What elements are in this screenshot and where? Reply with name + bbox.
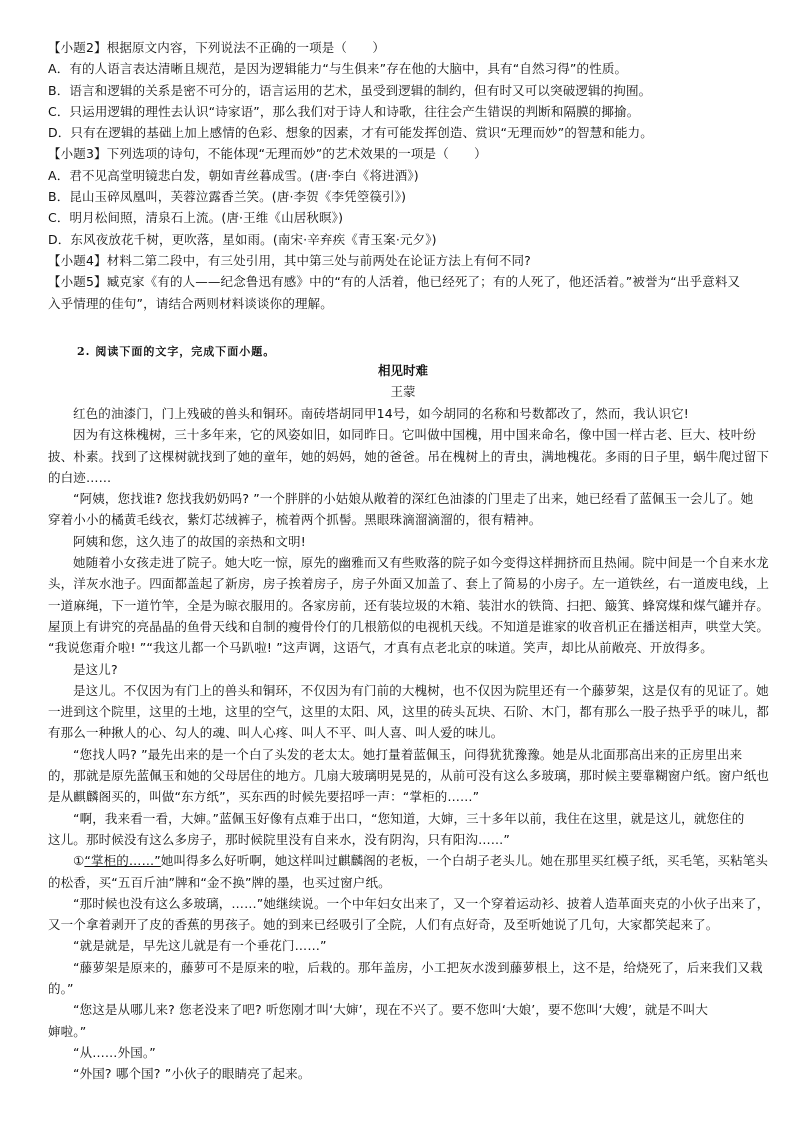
line-text: 头，洋灰水池子。四面都盖起了新房，房子挨着房子，房子外面又加盖了、套上了简易的小房子。左一道铁丝，右一道废电线，上 xyxy=(48,576,770,592)
paragraph-line xyxy=(48,680,769,701)
paragraph-line xyxy=(48,637,758,658)
article-paragraph xyxy=(48,488,758,531)
paragraph-line xyxy=(48,999,758,1020)
line-text: “您找人吗? ”最先出来的是一个白了头发的老太太。她打量着蓝佩玉，问得犹犹豫豫。她是从北面那高出来的正房里出来 xyxy=(73,746,743,762)
annotation-marker: ① xyxy=(73,853,85,869)
paragraph-line xyxy=(48,914,758,935)
question-line: B．语言和逻辑的关系是密不可分的，语言运用的艺术，虽受到逻辑的制约，但有时又可以突破逻辑的拘囿。 xyxy=(48,82,652,98)
line-text: 是从麒麟阁买的，叫做“东方纸”，买东西的时候先要招呼一声：“掌柜的……” xyxy=(48,789,480,805)
line-text: 的，那就是原先蓝佩玉和她的父母居住的地方。几扇大玻璃明晃晃的，从前可没有这么多玻璃，那时候主要靠糊窗户纸。窗户纸也 xyxy=(48,768,770,784)
section-heading: 2. 阅读下面的文字，完成下面小题。 xyxy=(77,345,276,358)
paragraph-line xyxy=(48,765,770,786)
article-title: 相见时难 xyxy=(377,363,428,378)
line-text: 的松香，买“五百斤油”牌和“金不换”牌的墨，也买过窗户纸。 xyxy=(48,874,391,890)
paragraph-line xyxy=(48,1042,758,1063)
question-list xyxy=(48,37,758,314)
line-text: “啊，我来看一看，大婶。”蓝佩玉好像有点难于出口，“您知道，大婶，三十多年以前，我住在这里，就是这儿，就您住的 xyxy=(73,810,745,826)
line-text: 的白迹…… xyxy=(48,469,112,485)
paragraph-line xyxy=(48,446,770,467)
article-paragraph xyxy=(48,531,758,552)
line-text: 她叫得多么好听啊，她这样叫过麒麟阁的老板，一个白胡子老头儿。她在那里买红模子纸，买毛笔，买粘笔头 xyxy=(160,853,769,869)
paragraph-line xyxy=(48,531,758,552)
article-paragraph xyxy=(48,1042,758,1063)
article-paragraph xyxy=(48,935,758,956)
line-text: 这儿。那时候没有这么多房子，那时候院里没有自来水，没有阴沟，只有阳沟……” xyxy=(48,831,511,847)
article-paragraph xyxy=(48,403,758,424)
article-paragraph xyxy=(48,744,770,808)
line-text: 披、朴素。找到了这棵树就找到了她的童年，她的妈妈，她的爸爸。吊在槐树上的青虫，满地槐花。多雨的日子里，蜗牛爬过留下 xyxy=(48,448,770,464)
paragraph-line xyxy=(48,573,770,594)
paragraph-line xyxy=(48,786,758,807)
paragraph-line xyxy=(48,722,758,743)
paragraph-line xyxy=(48,552,769,573)
line-text: 有那么一种揪人的心、勾人的魂、叫人心疼、叫人不平、叫人喜、叫人爱的味儿。 xyxy=(48,725,504,741)
paragraph-line xyxy=(48,850,769,871)
paragraph-line xyxy=(48,467,758,488)
article-paragraph xyxy=(48,957,763,1000)
article-paragraph xyxy=(48,552,770,658)
question-line: A．有的人语言表达清晰且规范，是因为逻辑能力“与生俱来”存在他的大脑中，具有“自然习得”的性质。 xyxy=(48,61,628,77)
line-text: 阿姨和您，这久违了的故国的亲热和文明! xyxy=(73,533,306,549)
paragraph-line xyxy=(48,616,770,637)
paragraph-line xyxy=(48,893,770,914)
article-paragraph xyxy=(48,1063,758,1084)
article-paragraph xyxy=(48,999,758,1042)
paragraph-line xyxy=(48,978,758,999)
article-paragraph xyxy=(48,850,769,893)
question-line: D．东风夜放花千树，更吹落，星如雨。(南宋·辛弃疾《青玉案·元夕》) xyxy=(48,231,437,247)
line-text: “阿姨，您找谁? 您找我奶奶吗? ”一个胖胖的小姑娘从敞着的深红色油漆的门里走了出来，她已经看了蓝佩玉一会儿了。她 xyxy=(73,491,754,507)
line-text: 是这儿? xyxy=(73,661,118,677)
paragraph-line xyxy=(48,744,758,765)
paragraph-line xyxy=(48,1063,758,1084)
question-line: B．昆山玉碎凤凰叫，芙蓉泣露香兰笑。(唐·李贺《李凭箜篌引》) xyxy=(48,189,407,205)
line-text: 婶啦。” xyxy=(48,1023,87,1039)
underlined-quote: “掌柜的……” xyxy=(84,853,161,869)
article-paragraph xyxy=(48,424,770,488)
paragraph-line xyxy=(48,829,758,850)
question-line: 入乎情理的佳句”，请结合两则材料谈谈你的理解。 xyxy=(48,295,333,311)
paragraph-line xyxy=(48,935,758,956)
line-text: “我说您甭介啦! ”“我这儿都一个马趴啦! ”这声调，这语气，才真有点老北京的味道。笑声，却比从前敞亮、开放得多。 xyxy=(48,640,713,656)
paragraph-line xyxy=(48,488,758,509)
line-text: “您这是从哪儿来? 您老没来了吧? 听您刚才叫‘大婶’，现在不兴了。要不您叫‘大娘’，要不您叫‘大嫂’，就是不叫大 xyxy=(73,1002,709,1018)
line-text: 穿着小小的橘黄毛线衣，紫灯芯绒裤子，梳着两个抓髻。黑眼珠滴溜滴溜的，很有精神。 xyxy=(48,512,542,528)
article-paragraph xyxy=(48,659,758,680)
paragraph-line xyxy=(48,872,758,893)
line-text: 是这儿。不仅因为有门上的兽头和铜环，不仅因为有门前的大槐树，也不仅因为院里还有一个藤萝架，这是仅有的见证了。她 xyxy=(73,682,769,698)
line-text: 又一个拿着剥开了皮的香蕉的男孩子。她的到来已经吸引了全院，人们有点好奇，及至听她说了几句，大家都笑起来了。 xyxy=(48,917,719,933)
paragraph-line xyxy=(48,957,763,978)
line-text: “藤萝架是原来的，藤萝可不是原来的啦，后栽的。那年盖房，小工把灰水泼到藤萝根上，这不是，给烧死了，后来我们又栽 xyxy=(73,959,763,975)
line-text: 的。” xyxy=(48,981,74,997)
line-text: 屋顶上有讲究的亮晶晶的鱼骨天线和自制的瘦骨伶仃的几根筋似的电视机天线。不知道是谁家的收音机正在播送相声，哄堂大笑。 xyxy=(48,618,770,634)
question-line: C．明月松间照，清泉石上流。(唐·王维《山居秋暝》) xyxy=(48,210,344,226)
question-line: A．君不见高堂明镜悲白发，朝如青丝暮成雪。(唐·李白《将进酒》) xyxy=(48,167,419,183)
paragraph-line xyxy=(48,403,758,424)
paragraph-line xyxy=(48,659,758,680)
line-text: “那时候也没有这么多玻璃，……”她继续说。一个中年妇女出来了，又一个穿着运动衫、披着人造革面夹克的小伙子出来了， xyxy=(73,895,770,911)
article-paragraph xyxy=(48,808,758,851)
question-line: C．只运用逻辑的理性去认识“诗家语”，那么我们对于诗人和诗歌，往往会产生错误的判断和隔膜的揶揄。 xyxy=(48,103,640,119)
article-paragraph xyxy=(48,680,770,744)
question-line: 【小题2】根据原文内容，下列说法不正确的一项是（ ） xyxy=(48,40,386,55)
line-text: 红色的油漆门，门上残破的兽头和铜环。南砖塔胡同甲14号，如今胡同的名称和号数都改了，然而，我认识它! xyxy=(73,406,689,421)
line-text: 一进到这个院里，这里的土地，这里的空气，这里的太阳、风，这里的砖头瓦块、石阶、木门，都有那么一股子热乎乎的味儿，都 xyxy=(48,704,770,720)
question-line: 【小题4】材料二第二段中，有三处引用，其中第三处与前两处在论证方法上有何不同? xyxy=(48,252,531,268)
line-text: “就是就是，早先这儿就是有一个垂花门……” xyxy=(73,938,327,954)
article-body xyxy=(48,403,770,1085)
line-text: 她随着小女孩走进了院子。她大吃一惊，原先的幽雅而又有些败落的院子如今变得这样拥挤而且热闹。院中间是一个自来水龙 xyxy=(73,555,769,571)
paragraph-line xyxy=(48,424,758,445)
paragraph-line xyxy=(48,509,758,530)
question-line: D．只有在逻辑的基础上加上感情的色彩、想象的因素，才有可能发挥创造、赏识“无理而妙”的智慧和能力。 xyxy=(48,125,653,141)
paragraph-line xyxy=(48,808,758,829)
line-text: “从……外国。” xyxy=(73,1044,156,1060)
paragraph-line xyxy=(48,595,770,616)
question-line: 【小题5】臧克家《有的人——纪念鲁迅有感》中的“有的人活着，他已经死了；有的人死了，他还活着。”被誉为“出乎意料又 xyxy=(48,274,741,290)
line-text: 一道麻绳，下一道竹竿，全是为晾衣服用的。各家房前，还有装垃圾的木箱、装泔水的铁筒、扫把、簸箕、蜂窝煤和煤气罐并存。 xyxy=(48,597,770,613)
line-text: “外国? 哪个国? ”小伙子的眼睛亮了起来。 xyxy=(73,1066,311,1082)
paragraph-line xyxy=(48,701,770,722)
line-text: 因为有这株槐树，三十多年来，它的风姿如旧，如同昨日。它叫做中国槐，用中国来命名，像中国一样古老、巨大、枝叶纷 xyxy=(73,427,757,443)
paragraph-line xyxy=(48,1021,758,1042)
article-paragraph xyxy=(48,893,770,936)
question-line: 【小题3】下列选项的诗句，不能体现“无理而妙”的艺术效果的一项是（ ） xyxy=(48,146,487,162)
article-author: 王蒙 xyxy=(390,384,416,399)
